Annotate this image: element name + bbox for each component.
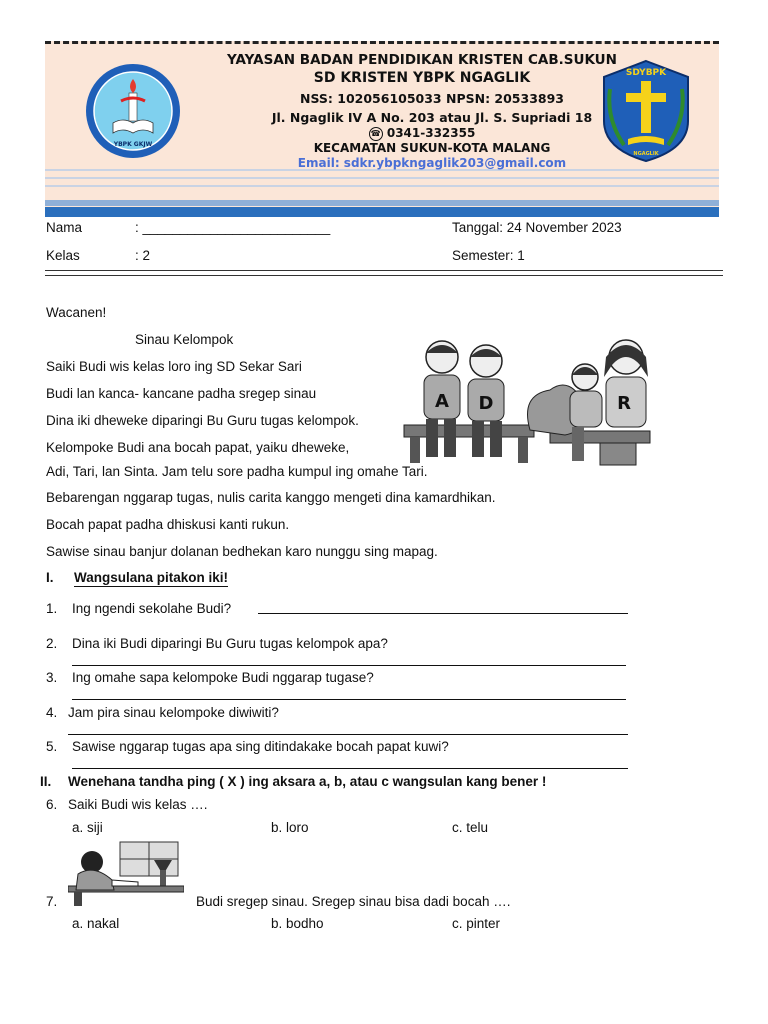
divider [45, 270, 723, 271]
nss-npsn: NSS: 102056105033 NPSN: 20533893 [300, 91, 564, 106]
reading-line: Adi, Tari, lan Sinta. Jam telu sore padha kumpul ing omahe Tari. [46, 464, 428, 479]
semester-text: Semester: 1 [452, 248, 525, 263]
phone-icon: ☎ [369, 127, 383, 141]
date-text: Tanggal: 24 November 2023 [452, 220, 622, 235]
wave-line [45, 185, 719, 187]
answer-line[interactable] [72, 665, 626, 666]
svg-text:SDYBPK: SDYBPK [625, 68, 667, 78]
question-number: 2. [46, 636, 58, 651]
name-field[interactable]: : _________________________ [135, 220, 331, 235]
option-c[interactable]: c. pinter [452, 916, 501, 931]
section-2-number: II. [40, 774, 52, 789]
reading-line: Kelompoke Budi ana bocah papat, yaiku dheweke, [46, 440, 350, 455]
svg-text:A: A [435, 391, 449, 412]
option-a[interactable]: a. nakal [72, 916, 120, 931]
question-text: Saiki Budi wis kelas …. [68, 797, 208, 812]
school-email[interactable]: Email: sdkr.ybpkngaglik203@gmail.com [297, 156, 567, 170]
section-1-title-text: Wangsulana pitakon iki! [74, 570, 229, 585]
question-number: 7. [46, 894, 58, 909]
question-text: Budi sregep sinau. Sregep sinau bisa dadi bocah …. [196, 894, 511, 909]
class-label: Kelas [46, 248, 80, 263]
question-text: Ing ngendi sekolahe Budi? [72, 601, 232, 616]
option-b[interactable]: b. bodho [271, 916, 324, 931]
header-stripe-light [45, 200, 719, 206]
reading-title: Sinau Kelompok [135, 332, 234, 347]
reading-line: Bebarengan nggarap tugas, nulis carita kanggo mengeti dina kamardhikan. [46, 490, 496, 505]
district: KECAMATAN SUKUN-KOTA MALANG [313, 141, 551, 155]
name-label: Nama [46, 220, 83, 235]
letterhead [45, 41, 719, 217]
reading-line: Sawise sinau banjur dolanan bedhekan karo nunggu sing mapag. [46, 544, 438, 559]
svg-text:R: R [617, 393, 631, 414]
question-text: Dina iki Budi diparingi Bu Guru tugas kelompok apa? [72, 636, 388, 651]
school-address: Jl. Ngaglik IV A No. 203 atau Jl. S. Supriadi 18 [271, 110, 593, 125]
svg-text:YBPK GKJW: YBPK GKJW [113, 141, 153, 148]
answer-line[interactable] [258, 613, 628, 614]
option-a[interactable]: a. siji [72, 820, 103, 835]
sdybpk-school-logo [598, 59, 694, 163]
reading-line: Dina iki dheweke diparingi Bu Guru tugas kelompok. [46, 413, 359, 428]
answer-line[interactable] [72, 699, 626, 700]
question-text: Sawise nggarap tugas apa sing ditindakake bocah papat kuwi? [72, 739, 449, 754]
divider [45, 275, 723, 276]
question-number: 3. [46, 670, 58, 685]
dashed-border [45, 41, 719, 44]
question-number: 4. [46, 705, 58, 720]
school-name: SD KRISTEN YBPK NGAGLIK [313, 70, 531, 86]
question-number: 6. [46, 797, 58, 812]
question-text: Ing omahe sapa kelompoke Budi nggarap tugase? [72, 670, 374, 685]
reading-line: Saiki Budi wis kelas loro ing SD Sekar Sari [46, 359, 302, 374]
foundation-name: YAYASAN BADAN PENDIDIKAN KRISTEN CAB.SUKUN [227, 52, 617, 68]
section-2-title: Wenehana tandha ping ( X ) ing aksara a, b, atau c wangsulan kang bener ! [68, 774, 547, 789]
option-b[interactable]: b. loro [271, 820, 309, 835]
class-value: : 2 [135, 248, 151, 263]
answer-line[interactable] [72, 768, 628, 769]
answer-line[interactable] [68, 734, 628, 735]
phone-number: 0341-332355 [386, 126, 476, 140]
reading-instruction: Wacanen! [46, 305, 107, 320]
svg-text:D: D [478, 393, 494, 414]
wave-line [45, 177, 719, 179]
option-c[interactable]: c. telu [452, 820, 489, 835]
studying-boy-illustration [68, 840, 184, 906]
question-number: 1. [46, 601, 58, 616]
reading-line: Budi lan kanca- kancane padha sregep sinau [46, 386, 317, 401]
question-number: 5. [46, 739, 58, 754]
svg-text:NGAGLIK: NGAGLIK [633, 151, 659, 157]
section-1-number: I. [46, 570, 54, 585]
question-text: Jam pira sinau kelompoke diwiwiti? [68, 705, 279, 720]
children-group-illustration [400, 335, 656, 467]
header-stripe-dark [45, 207, 719, 217]
section-1-title [74, 570, 228, 587]
reading-line: Bocah papat padha dhiskusi kanti rukun. [46, 517, 290, 532]
